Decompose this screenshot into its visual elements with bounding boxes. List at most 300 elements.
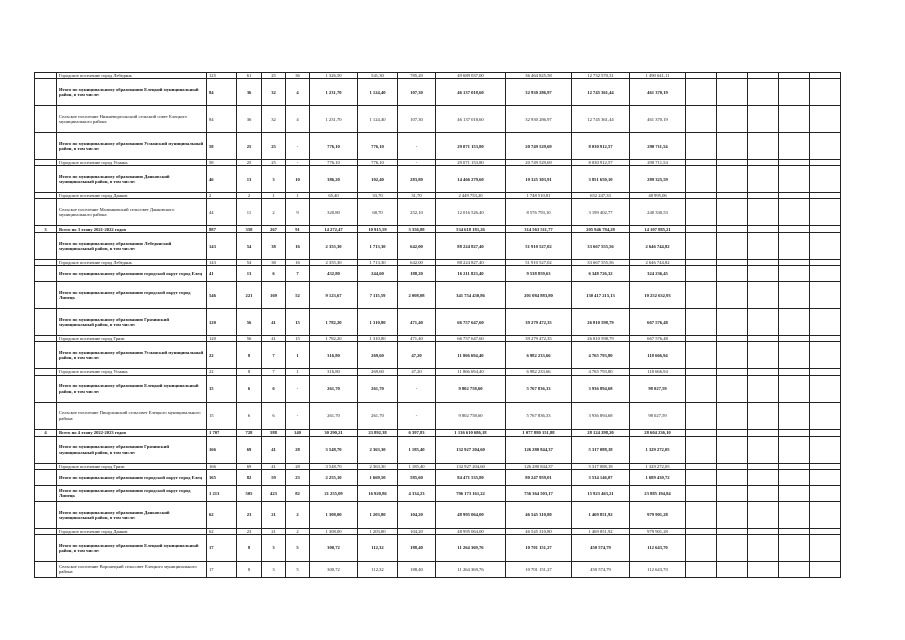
empty-cell bbox=[686, 436, 717, 463]
value-cell: 118 666,94 bbox=[630, 369, 686, 375]
value-cell: 13 bbox=[237, 266, 262, 282]
value-cell: 112 643,70 bbox=[630, 534, 686, 561]
row-number-cell bbox=[35, 436, 57, 463]
value-cell: 316,80 bbox=[310, 342, 358, 369]
name-cell: Сельское поселение Нижневоргольский сельский совет Елецкого муниципального района bbox=[57, 106, 207, 133]
value-cell: 6 bbox=[262, 402, 286, 429]
value-cell: 84 bbox=[207, 106, 237, 133]
value-cell: 118 666,94 bbox=[630, 342, 686, 369]
settlement-row bbox=[35, 561, 841, 577]
value-cell: 244,60 bbox=[358, 266, 398, 282]
value-cell: 25 bbox=[237, 133, 262, 160]
empty-cell bbox=[810, 342, 841, 369]
empty-cell bbox=[717, 485, 748, 501]
name-cell: Сельское поселение Пищулинский сельсовет Елецкого муниципального района bbox=[57, 402, 207, 429]
value-cell: 423 bbox=[262, 485, 286, 501]
value-cell: 1 310,80 bbox=[358, 309, 398, 336]
value-cell: 20 749 529,69 bbox=[506, 160, 572, 166]
registry-table-sheet bbox=[34, 72, 841, 578]
value-cell: 54 bbox=[237, 233, 262, 260]
empty-cell bbox=[810, 226, 841, 233]
value-cell: 22 bbox=[207, 342, 237, 369]
municipality-total-row bbox=[35, 375, 841, 402]
municipality-total-row bbox=[35, 133, 841, 160]
value-cell: 2 bbox=[207, 193, 237, 199]
empty-cell bbox=[779, 534, 810, 561]
row-number-cell bbox=[35, 133, 57, 160]
value-cell: 26 810 598,79 bbox=[572, 336, 630, 342]
empty-cell bbox=[779, 402, 810, 429]
value-cell: 47,20 bbox=[398, 369, 436, 375]
empty-cell bbox=[779, 166, 810, 193]
value-cell: 221 bbox=[237, 282, 262, 309]
value-cell: 3 534 146,07 bbox=[572, 469, 630, 485]
value-cell: 107,30 bbox=[398, 106, 436, 133]
empty-cell bbox=[748, 266, 779, 282]
value-cell: 269,60 bbox=[358, 342, 398, 369]
value-cell: 16 211 823,40 bbox=[436, 266, 506, 282]
value-cell: 1 bbox=[286, 369, 310, 375]
value-cell: 98 027,59 bbox=[630, 402, 686, 429]
empty-cell bbox=[717, 266, 748, 282]
value-cell: 143 bbox=[207, 233, 237, 260]
value-cell: 107,30 bbox=[398, 79, 436, 106]
value-cell: 1 136 610 686,18 bbox=[436, 429, 506, 436]
value-cell: 6 bbox=[237, 375, 262, 402]
name-cell: Итого по муниципальному образованию Грязинский муниципальный район, в том числе: bbox=[57, 309, 207, 336]
value-cell: 1 bbox=[262, 193, 286, 199]
municipality-total-row bbox=[35, 485, 841, 501]
value-cell: 461 370,19 bbox=[630, 79, 686, 106]
row-number-cell bbox=[35, 342, 57, 369]
value-cell: 471,40 bbox=[398, 336, 436, 342]
value-cell: 112,32 bbox=[358, 534, 398, 561]
value-cell: 290 711,54 bbox=[630, 133, 686, 160]
value-cell: 756 364 503,17 bbox=[506, 485, 572, 501]
value-cell: 261,70 bbox=[310, 402, 358, 429]
empty-cell bbox=[686, 375, 717, 402]
name-cell: Городское поселение город Грязи bbox=[57, 463, 207, 469]
row-number-cell bbox=[35, 469, 57, 485]
name-cell: Итого по муниципальному образованию городской округ город Елец bbox=[57, 266, 207, 282]
empty-cell bbox=[686, 226, 717, 233]
empty-cell bbox=[717, 469, 748, 485]
value-cell: - bbox=[286, 133, 310, 160]
value-cell: 201 084 883,80 bbox=[506, 282, 572, 309]
empty-cell bbox=[717, 501, 748, 528]
value-cell: 84 bbox=[207, 79, 237, 106]
municipality-total-row bbox=[35, 309, 841, 336]
empty-cell bbox=[686, 309, 717, 336]
empty-cell bbox=[686, 233, 717, 260]
value-cell: 36 bbox=[237, 106, 262, 133]
value-cell: 46 bbox=[207, 166, 237, 193]
value-cell: 3 356,88 bbox=[398, 226, 436, 233]
empty-cell bbox=[748, 469, 779, 485]
empty-cell bbox=[686, 561, 717, 577]
value-cell: 642,00 bbox=[398, 233, 436, 260]
municipality-total-row bbox=[35, 501, 841, 528]
value-cell: 1 469 851,92 bbox=[572, 528, 630, 534]
value-cell: 11 264 369,76 bbox=[436, 561, 506, 577]
value-cell: 44 bbox=[207, 199, 237, 226]
value-cell: 69 bbox=[237, 463, 262, 469]
value-cell: 58 bbox=[207, 133, 237, 160]
value-cell: 5 317 088,18 bbox=[572, 436, 630, 463]
name-cell: Всего по 4 этапу 2022-2023 годов bbox=[57, 429, 207, 436]
name-cell: Городское поселение город Данков bbox=[57, 528, 207, 534]
empty-cell bbox=[717, 106, 748, 133]
municipality-total-row bbox=[35, 534, 841, 561]
empty-cell bbox=[779, 226, 810, 233]
value-cell: 56 bbox=[237, 309, 262, 336]
value-cell: 36 bbox=[286, 73, 310, 79]
empty-cell bbox=[748, 106, 779, 133]
empty-cell bbox=[748, 436, 779, 463]
empty-cell bbox=[748, 342, 779, 369]
value-cell: 29 071 153,80 bbox=[436, 160, 506, 166]
value-cell: 188,20 bbox=[398, 266, 436, 282]
value-cell: 1 124,40 bbox=[358, 79, 398, 106]
value-cell: 36 464 825,58 bbox=[506, 73, 572, 79]
empty-cell bbox=[779, 233, 810, 260]
value-cell: 585,60 bbox=[398, 469, 436, 485]
value-cell: 9 802 758,60 bbox=[436, 402, 506, 429]
value-cell: 1 748 510,81 bbox=[506, 193, 572, 199]
value-cell: 7 bbox=[286, 266, 310, 282]
value-cell: 6 982 233,66 bbox=[506, 342, 572, 369]
value-cell: 386,20 bbox=[310, 166, 358, 193]
empty-cell bbox=[779, 106, 810, 133]
value-cell: 13 bbox=[237, 166, 262, 193]
value-cell: 12 016 526,40 bbox=[436, 199, 506, 226]
value-cell: 2 255,10 bbox=[310, 469, 358, 485]
empty-cell bbox=[748, 534, 779, 561]
value-cell: 3 548,70 bbox=[310, 436, 358, 463]
row-number-cell bbox=[35, 501, 57, 528]
value-cell: 240 330,53 bbox=[630, 199, 686, 226]
value-cell: 1 713,30 bbox=[358, 260, 398, 266]
value-cell: 320,80 bbox=[310, 199, 358, 226]
value-cell: 46 545 310,80 bbox=[506, 501, 572, 528]
municipality-total-row bbox=[35, 166, 841, 193]
value-cell: 2 bbox=[286, 501, 310, 528]
name-cell: Сельское поселение Малинковский сельсовет Данковского муниципального района bbox=[57, 199, 207, 226]
value-cell: 12 745 361,44 bbox=[572, 106, 630, 133]
empty-cell bbox=[810, 485, 841, 501]
value-cell: 785,20 bbox=[398, 73, 436, 79]
empty-cell bbox=[686, 266, 717, 282]
value-cell: 1 782,20 bbox=[310, 309, 358, 336]
settlement-row bbox=[35, 106, 841, 133]
value-cell: 98 027,59 bbox=[630, 375, 686, 402]
value-cell: 25 bbox=[262, 160, 286, 166]
value-cell: 8 bbox=[237, 369, 262, 375]
value-cell: 1 213 bbox=[207, 485, 237, 501]
name-cell: Итого по муниципальному образованию городской округ город Липецк bbox=[57, 485, 207, 501]
municipality-total-row bbox=[35, 282, 841, 309]
value-cell: 2 bbox=[286, 528, 310, 534]
empty-cell bbox=[810, 375, 841, 402]
value-cell: 1 203,80 bbox=[358, 528, 398, 534]
row-number-cell bbox=[35, 233, 57, 260]
value-cell: 112,32 bbox=[358, 561, 398, 577]
value-cell: 1 669,50 bbox=[358, 469, 398, 485]
empty-cell bbox=[779, 342, 810, 369]
value-cell: 7 bbox=[262, 369, 286, 375]
value-cell: 3 bbox=[262, 561, 286, 577]
value-cell: 61 bbox=[237, 73, 262, 79]
value-cell: 20 749 529,69 bbox=[506, 133, 572, 160]
value-cell: 6 348 726,32 bbox=[572, 266, 630, 282]
value-cell: 132 927 204,60 bbox=[436, 436, 506, 463]
value-cell: 166 bbox=[207, 436, 237, 463]
empty-cell bbox=[717, 534, 748, 561]
value-cell: 1 bbox=[286, 193, 310, 199]
value-cell: 82 bbox=[286, 485, 310, 501]
value-cell: 88 224 827,40 bbox=[436, 260, 506, 266]
value-cell: 471,40 bbox=[398, 309, 436, 336]
value-cell: 667 576,48 bbox=[630, 309, 686, 336]
value-cell: 10 915,59 bbox=[358, 226, 398, 233]
value-cell: 140 bbox=[286, 429, 310, 436]
value-cell: 290 711,54 bbox=[630, 160, 686, 166]
value-cell: 23 bbox=[237, 528, 262, 534]
value-cell: 21 255,09 bbox=[310, 485, 358, 501]
value-cell: 796 173 161,22 bbox=[436, 485, 506, 501]
value-cell: 11 866 694,40 bbox=[436, 342, 506, 369]
value-cell: 23 892,38 bbox=[358, 429, 398, 436]
value-cell: 1 329 272,05 bbox=[630, 436, 686, 463]
value-cell: 10 701 151,27 bbox=[506, 534, 572, 561]
value-cell: 28 bbox=[286, 436, 310, 463]
row-number-cell: 3 bbox=[35, 226, 57, 233]
empty-cell bbox=[810, 402, 841, 429]
value-cell: 1 231,70 bbox=[310, 79, 358, 106]
empty-cell bbox=[779, 79, 810, 106]
municipality-total-row bbox=[35, 342, 841, 369]
value-cell: 2 449 753,20 bbox=[436, 193, 506, 199]
value-cell: 8 bbox=[237, 342, 262, 369]
empty-cell bbox=[810, 309, 841, 336]
row-number-cell bbox=[35, 402, 57, 429]
value-cell: 88 224 827,40 bbox=[436, 233, 506, 260]
empty-cell bbox=[748, 485, 779, 501]
value-cell: - bbox=[286, 402, 310, 429]
value-cell: 12 745 361,44 bbox=[572, 79, 630, 106]
empty-cell bbox=[686, 402, 717, 429]
name-cell: Городское поселение город Данков bbox=[57, 193, 207, 199]
empty-cell bbox=[686, 79, 717, 106]
empty-cell bbox=[686, 342, 717, 369]
value-cell: 33 667 555,56 bbox=[572, 233, 630, 260]
empty-cell bbox=[686, 501, 717, 528]
value-cell: 41 bbox=[262, 436, 286, 463]
value-cell: 120 bbox=[207, 309, 237, 336]
value-cell: 261,70 bbox=[310, 375, 358, 402]
value-cell: 269,60 bbox=[358, 369, 398, 375]
value-cell: 461 370,19 bbox=[630, 106, 686, 133]
value-cell: 2 008,08 bbox=[398, 282, 436, 309]
empty-cell bbox=[717, 561, 748, 577]
value-cell: 15 bbox=[207, 375, 237, 402]
value-cell: 46 137 018,60 bbox=[436, 106, 506, 133]
stage-total-row bbox=[35, 429, 841, 436]
value-cell: 23 bbox=[237, 501, 262, 528]
empty-cell bbox=[686, 133, 717, 160]
value-cell: 32 930 286,97 bbox=[506, 106, 572, 133]
name-cell: Итого по муниципальному образованию Елецкий муниципальный район, в том числе: bbox=[57, 375, 207, 402]
value-cell: 66 757 647,60 bbox=[436, 336, 506, 342]
value-cell: 1 782,20 bbox=[310, 336, 358, 342]
value-cell: 5 767 836,33 bbox=[506, 402, 572, 429]
empty-cell bbox=[686, 485, 717, 501]
value-cell: 432,80 bbox=[310, 266, 358, 282]
value-cell: 2 355,30 bbox=[310, 260, 358, 266]
empty-cell bbox=[810, 282, 841, 309]
empty-cell bbox=[748, 199, 779, 226]
value-cell: 3 851 650,10 bbox=[572, 166, 630, 193]
value-cell: 11 bbox=[237, 199, 262, 226]
value-cell: 324 236,45 bbox=[630, 266, 686, 282]
empty-cell bbox=[810, 266, 841, 282]
value-cell: 2 646 744,82 bbox=[630, 233, 686, 260]
value-cell: 1 689 430,72 bbox=[630, 469, 686, 485]
value-cell: 314 563 511,77 bbox=[506, 226, 572, 233]
name-cell: Городское поселение город Усмань bbox=[57, 369, 207, 375]
value-cell: 283,80 bbox=[398, 166, 436, 193]
value-cell: 39 279 472,35 bbox=[506, 336, 572, 342]
value-cell: 58 bbox=[207, 160, 237, 166]
value-cell: 15 bbox=[286, 336, 310, 342]
value-cell: 642,00 bbox=[398, 260, 436, 266]
value-cell: 776,10 bbox=[310, 133, 358, 160]
value-cell: 776,10 bbox=[358, 133, 398, 160]
name-cell: Итого по муниципальному образованию городской округ город Липецк bbox=[57, 282, 207, 309]
value-cell: 8 bbox=[237, 561, 262, 577]
municipality-total-row bbox=[35, 266, 841, 282]
value-cell: 6 982 233,66 bbox=[506, 369, 572, 375]
empty-cell bbox=[686, 282, 717, 309]
value-cell: 541,30 bbox=[358, 73, 398, 79]
value-cell: 26 810 598,79 bbox=[572, 309, 630, 336]
value-cell: 132 927 204,60 bbox=[436, 463, 506, 469]
value-cell: 10 bbox=[286, 166, 310, 193]
empty-cell bbox=[779, 485, 810, 501]
empty-cell bbox=[810, 199, 841, 226]
value-cell: 82 bbox=[237, 469, 262, 485]
value-cell: 66 757 647,60 bbox=[436, 309, 506, 336]
value-cell: 1 469 851,92 bbox=[572, 501, 630, 528]
value-cell: 1 707 bbox=[207, 429, 237, 436]
empty-cell bbox=[748, 282, 779, 309]
value-cell: 9 123,67 bbox=[310, 282, 358, 309]
name-cell: Итого по муниципальному образованию Елецкий муниципальный район, в том числе: bbox=[57, 79, 207, 106]
value-cell: 143 bbox=[207, 260, 237, 266]
empty-cell bbox=[779, 375, 810, 402]
value-cell: 9 802 758,60 bbox=[436, 375, 506, 402]
value-cell: 32 930 286,97 bbox=[506, 79, 572, 106]
empty-cell bbox=[686, 106, 717, 133]
value-cell: 54 bbox=[237, 260, 262, 266]
value-cell: 21 bbox=[262, 528, 286, 534]
row-number-cell bbox=[35, 375, 57, 402]
value-cell: 341 754 430,86 bbox=[436, 282, 506, 309]
name-cell: Городское поселение город Грязи bbox=[57, 336, 207, 342]
value-cell: 9 bbox=[286, 199, 310, 226]
value-cell: 12 732 570,31 bbox=[572, 73, 630, 79]
value-cell: 5 bbox=[286, 561, 310, 577]
value-cell: 23 bbox=[286, 469, 310, 485]
empty-cell bbox=[779, 199, 810, 226]
value-cell: 25 bbox=[237, 160, 262, 166]
value-cell: 3 199 402,77 bbox=[572, 199, 630, 226]
value-cell: 125 bbox=[207, 73, 237, 79]
value-cell: 9 538 859,63 bbox=[506, 266, 572, 282]
value-cell: 252,10 bbox=[398, 199, 436, 226]
value-cell: 887 bbox=[207, 226, 237, 233]
empty-cell bbox=[779, 436, 810, 463]
value-cell: 2 363,30 bbox=[358, 463, 398, 469]
value-cell: 6 bbox=[262, 375, 286, 402]
value-cell: 33 667 555,56 bbox=[572, 260, 630, 266]
municipality-total-row bbox=[35, 469, 841, 485]
empty-cell bbox=[779, 309, 810, 336]
empty-cell bbox=[686, 469, 717, 485]
empty-cell bbox=[748, 501, 779, 528]
name-cell: Итого по муниципальному образованию Данковский муниципальный район, в том числе: bbox=[57, 501, 207, 528]
settlement-row bbox=[35, 199, 841, 226]
row-number-cell bbox=[35, 282, 57, 309]
value-cell: 21 bbox=[262, 501, 286, 528]
value-cell: 17 bbox=[207, 534, 237, 561]
value-cell: 188,40 bbox=[398, 561, 436, 577]
stage-total-row bbox=[35, 226, 841, 233]
value-cell: - bbox=[398, 160, 436, 166]
empty-cell bbox=[779, 561, 810, 577]
value-cell: 52 bbox=[286, 282, 310, 309]
value-cell: 1 185,40 bbox=[398, 436, 436, 463]
value-cell: 5 bbox=[286, 534, 310, 561]
value-cell: 41 bbox=[262, 463, 286, 469]
empty-cell bbox=[686, 166, 717, 193]
empty-cell bbox=[717, 309, 748, 336]
value-cell: - bbox=[398, 375, 436, 402]
name-cell: Итого по муниципальному образованию Грязинский муниципальный район, в том числе: bbox=[57, 436, 207, 463]
value-cell: 1 326,50 bbox=[310, 73, 358, 79]
value-cell: 6 bbox=[262, 266, 286, 282]
value-cell: 1 185,40 bbox=[398, 463, 436, 469]
value-cell: 667 576,48 bbox=[630, 336, 686, 342]
value-cell: 169 bbox=[262, 282, 286, 309]
value-cell: 1 310,80 bbox=[358, 336, 398, 342]
value-cell: 300,72 bbox=[310, 534, 358, 561]
value-cell: 59 bbox=[262, 469, 286, 485]
empty-cell bbox=[717, 402, 748, 429]
value-cell: 652 247,33 bbox=[572, 193, 630, 199]
value-cell: 102,40 bbox=[358, 166, 398, 193]
name-cell: Итого по муниципальному образованию Усманский муниципальный район, в том числе: bbox=[57, 133, 207, 160]
empty-cell bbox=[810, 561, 841, 577]
value-cell: 33,70 bbox=[358, 193, 398, 199]
value-cell: 1 bbox=[286, 342, 310, 369]
value-cell: 1 308,00 bbox=[310, 501, 358, 528]
empty-cell bbox=[748, 133, 779, 160]
value-cell: 41 bbox=[207, 266, 237, 282]
empty-cell bbox=[779, 501, 810, 528]
value-cell: 46 137 018,60 bbox=[436, 79, 506, 106]
value-cell: 51 910 527,02 bbox=[506, 233, 572, 260]
